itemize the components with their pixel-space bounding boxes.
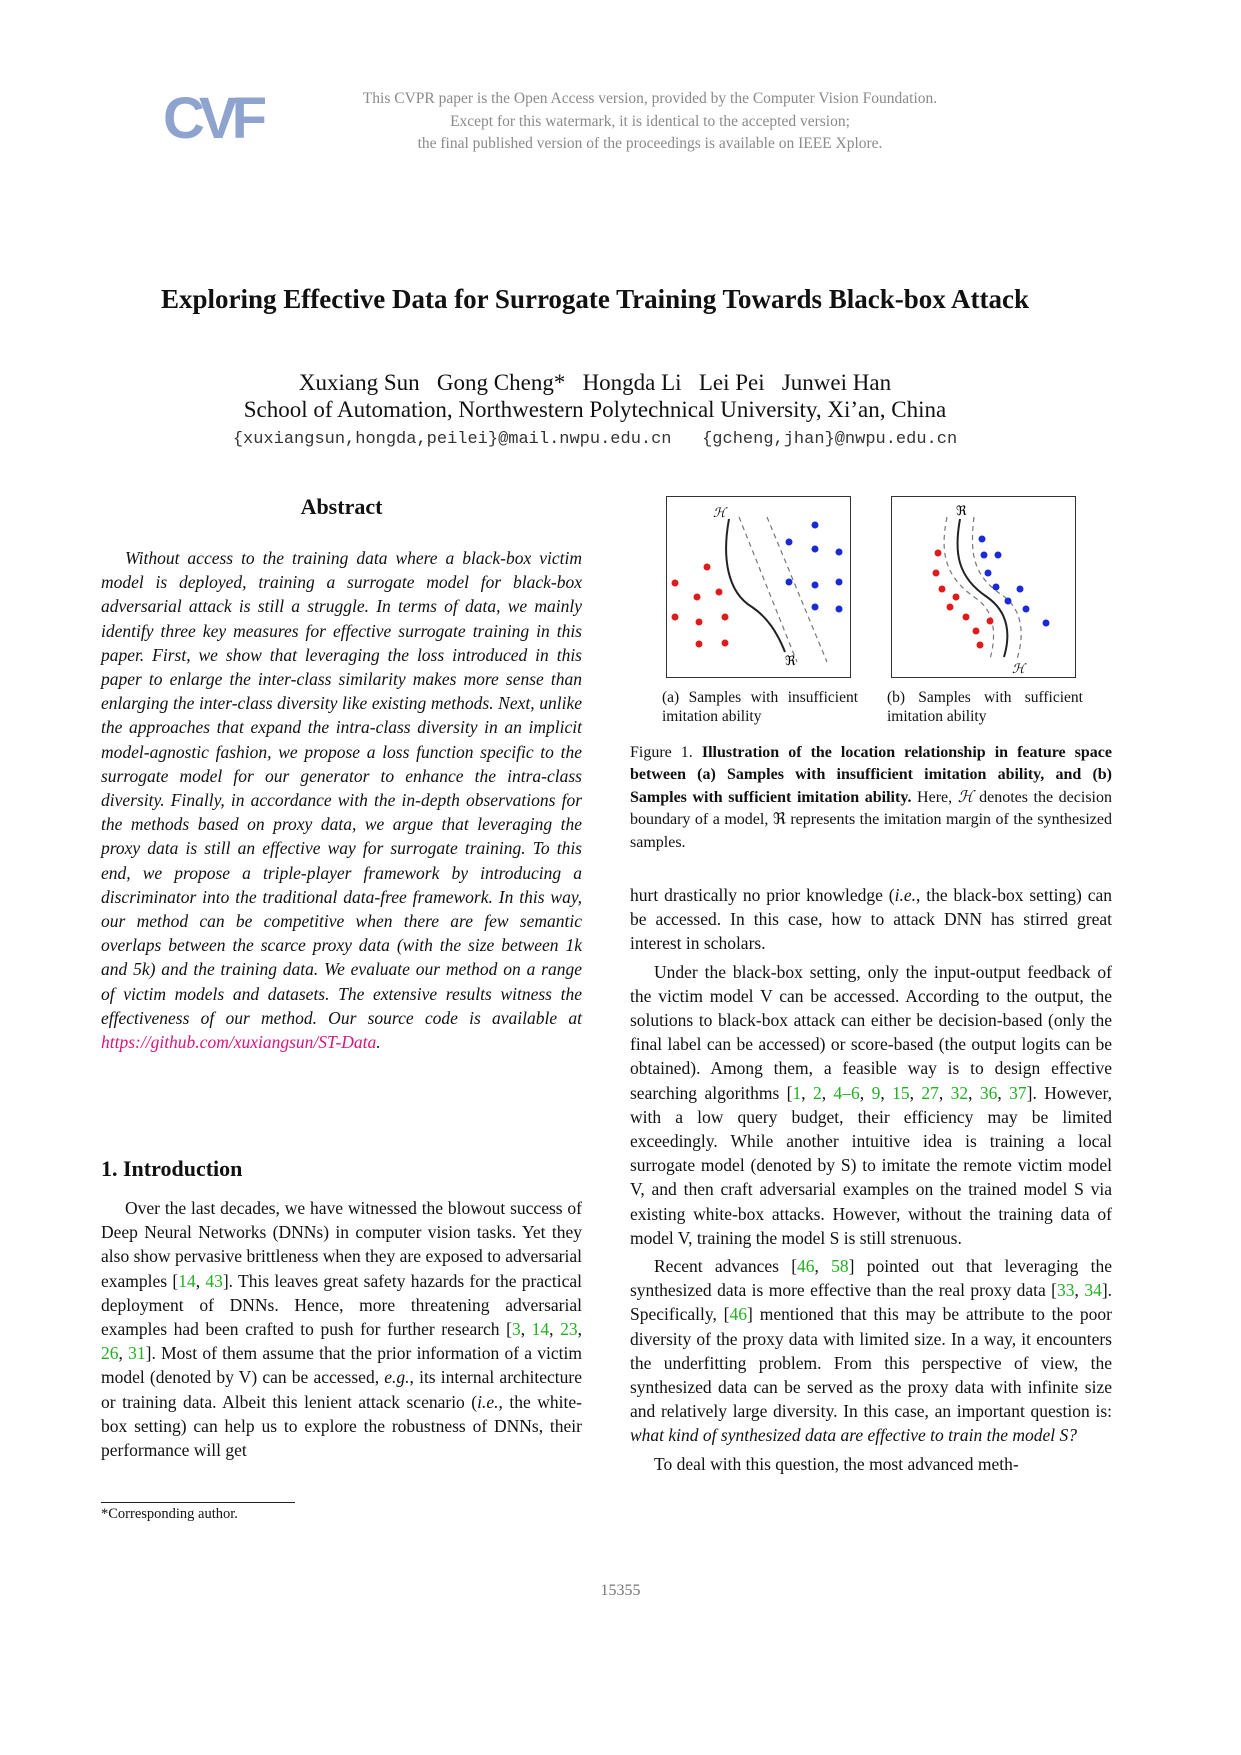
open-access-watermark bbox=[300, 88, 1000, 156]
blue-point bbox=[985, 570, 992, 577]
blue-point bbox=[993, 584, 1000, 591]
abstract-text: Without access to the training data where a black-box victim model is deployed, training a surrogate model for black-box adversarial attack is still a struggle. In terms of data, we mainly identify three key measures for effective surrogate training in this paper. First, we show that leveraging the loss introduced in this paper to enlarge the inter-class similarity makes more sense than enlarging the inter-class diversity like existing methods. Next, unlike the approaches that expand the intra-class diversity in an implicit model-agnostic fashion, we propose a loss function specific to the surrogate model for our generator to enhance the intra-class diversity. Finally, in accordance with the in-depth observations for the methods based on proxy data, we argue that leveraging the proxy data is still an effective way for surrogate training. To this end, we propose a triple-player framework by introducing a discriminator into the traditional data-free framework. In this way, our method can be competitive when there are few semantic overlaps between the scarce proxy data (with the size between 1k and 5k) and the training data. We evaluate our method on a range of victim models and datasets. The extensive results witness the effectiveness of our method. Our source code is available at bbox=[101, 548, 582, 1028]
intro-text: ]. This leaves great safety hazards for the practical deployment of DNNs. Hence, more threatening adversarial examples had been crafted to push for further research [ bbox=[101, 1270, 582, 1340]
citation-link[interactable]: 46 bbox=[729, 1304, 748, 1325]
citation-link[interactable]: 33 bbox=[1057, 1280, 1075, 1301]
body-text: ] pointed out that leveraging the synthesized data is more effective than the real proxy data [ bbox=[630, 1256, 1113, 1301]
red-point bbox=[973, 628, 980, 635]
subcaption-b: (b) Samples with sufficient imitation ability bbox=[887, 689, 1083, 725]
right-column-body: hurt drastically no prior knowledge (i.e., the black-box setting) can be accessed. In this case, how to attack DNN has stirred great interest in scholars. Under the black-box setting, only the input-output feedback of the victim model V can be accessed. According to the output, the solutions to black-box attack can either be decision-based (only the final label can be accessed) or score-based (the output logits can be obtained). Among them, a feasible way is to design effective searching algorithms [1, 2, 4–6, 9, 15, 27, 32, 36, 37]. However, with a low query budget, their efficiency may be limited exceedingly. While another intuitive idea is training a local surrogate model (denoted by S) to imitate the remote victim model V, and then craft adversarial examples on the trained model S via existing white-box attacks. However, without the training data of model V, training the model S is still strenuous. Recent advances [46, 58] pointed out that leveraging the synthesized data is more effective than the real proxy data [33, 34]. Specifically, [46] mentioned that this may be attribute to the poor diversity of the proxy data with limited size. In a way, it encounters the underfitting problem. From this perspective of view, the synthesized data can be served as the proxy data with infinite size and relatively large diversity. In this case, an important question is: what kind of synthesized data are effective to train the model S? To deal with this question, the most advanced meth- bbox=[630, 885, 1113, 1474]
red-point bbox=[977, 642, 984, 649]
red-point bbox=[722, 640, 729, 647]
boundary-label-h: ℋ bbox=[713, 506, 726, 521]
intro-text: , the white-box setting) can help us to explore the robustness of DNNs, their performance will get bbox=[101, 1391, 582, 1461]
body-text: ] mentioned that this may be attribute to the poor diversity of the proxy data with limited size. In a way, it encounters the underfitting problem. From this perspective of view, the synthesized data can be served as the proxy data with infinite size and relatively large diversity. In this case, an important question is: bbox=[630, 1304, 1112, 1422]
margin-label-r: ℜ bbox=[956, 504, 967, 519]
watermark-line: Except for this watermark, it is identical to the accepted version; bbox=[450, 112, 850, 130]
body-text: ]. However, with a low query budget, their efficiency may be limited exceedingly. While another intuitive idea is training a local surrogate model (denoted by S) to imitate the remote victim model V, and then craft adversarial examples on the trained model S via existing white-box attacks. However, without the training data of model V, training the model S is still strenuous. bbox=[630, 1082, 1113, 1248]
citation-sep: , bbox=[195, 1270, 206, 1291]
body-ie: i.e. bbox=[894, 885, 916, 905]
blue-point bbox=[836, 549, 843, 556]
red-point bbox=[716, 589, 723, 596]
blue-point bbox=[995, 552, 1002, 559]
blue-point bbox=[1023, 606, 1030, 613]
figure-caption-text: Here, bbox=[911, 788, 958, 806]
margin-boundary-dashed bbox=[944, 517, 993, 659]
citation-link[interactable]: 46 bbox=[797, 1256, 815, 1277]
citation-link[interactable]: 32 bbox=[950, 1082, 969, 1103]
subcaption-a: (a) Samples with insufficient imitation ability bbox=[662, 689, 858, 725]
red-point bbox=[953, 594, 960, 601]
figure-panel-a bbox=[666, 496, 851, 678]
citation-link[interactable]: 23 bbox=[560, 1319, 578, 1340]
red-point bbox=[672, 614, 679, 621]
figure-caption bbox=[630, 742, 1112, 854]
red-points bbox=[933, 550, 994, 649]
intro-text: , its internal architecture or training data. Albeit this lenient attack scenario ( bbox=[101, 1367, 583, 1412]
blue-points bbox=[786, 522, 843, 613]
author-list: Xuxiang Sun Gong Cheng* Hongda Li Lei Pei Junwei Han bbox=[298, 370, 892, 395]
citation-link[interactable]: 58 bbox=[831, 1256, 849, 1277]
citation-link[interactable]: 1 bbox=[792, 1082, 802, 1103]
figure-caption-h-symbol: ℋ bbox=[957, 788, 974, 806]
figure-caption-r-symbol: ℜ bbox=[772, 811, 786, 829]
blue-point bbox=[1017, 586, 1024, 593]
red-point bbox=[947, 604, 954, 611]
abstract-body bbox=[101, 546, 582, 1054]
abstract-end: . bbox=[376, 1032, 381, 1053]
blue-point bbox=[786, 539, 793, 546]
blue-point bbox=[1005, 598, 1012, 605]
red-point bbox=[704, 564, 711, 571]
body-text: hurt drastically no prior knowledge ( bbox=[630, 885, 895, 905]
blue-point bbox=[1043, 620, 1050, 627]
citation-link[interactable]: 14 bbox=[531, 1319, 550, 1340]
margin-label-r: ℜ bbox=[785, 654, 796, 669]
red-point bbox=[696, 619, 703, 626]
body-text: Under the black-box setting, only the input-output feedback of the victim model V can be accessed. According to the output, the solutions to black-box attack can either be decision-based (only the final label can be accessed) or score-based (the output logits can be obtained). Among them, a feasible way is to design effective searching algorithms [ bbox=[630, 961, 1112, 1103]
red-point bbox=[933, 570, 940, 577]
body-question: what kind of synthesized data are effective to train the model S? bbox=[630, 1425, 1077, 1446]
boundary-label-h: ℋ bbox=[1012, 662, 1025, 677]
citation-link[interactable]: 37 bbox=[1009, 1082, 1027, 1103]
intro-text: Over the last decades, we have witnessed the blowout success of Deep Neural Networks (DNNs) in computer vision tasks. Yet they also show pervasive brittleness when they are exposed to adversarial examples [ bbox=[101, 1198, 582, 1291]
figure-caption-text: denotes the decision boundary of a model, bbox=[630, 788, 1112, 829]
figure-panel-b bbox=[891, 496, 1076, 678]
watermark-line: the final published version of the proceedings is available on IEEE Xplore. bbox=[417, 135, 883, 152]
watermark-line: This CVPR paper is the Open Access version, provided by the Computer Vision Foundation. bbox=[362, 90, 938, 107]
body-text: ]. Specifically, [ bbox=[630, 1280, 1113, 1325]
figure-caption-text: represents the imitation margin of the synthesized samples. bbox=[630, 811, 1112, 851]
red-point bbox=[672, 580, 679, 587]
introduction-paragraph: Over the last decades, we have witnessed the blowout success of Deep Neural Networks (DNNs) in computer vision tasks. Yet they also show pervasive brittleness when they are exposed to adversarial examples [14, 43]. This leaves great safety hazards for the practical deployment of DNNs. Hence, more threatening adversarial examples had been crafted to push for further research [3, 14, 23, 26, 31]. Most of them assume that the prior information of a victim model (denoted by V) can be accessed, e.g., its internal architecture or training data. Albeit this lenient attack scenario (i.e., the white-box setting) can help us to explore the robustness of DNNs, their performance will get bbox=[101, 1198, 583, 1461]
blue-point bbox=[812, 522, 819, 529]
citation-link[interactable]: 15 bbox=[892, 1082, 910, 1103]
author-emails: {xuxiangsun,hongda,peilei}@mail.nwpu.edu.cn {gcheng,jhan}@nwpu.edu.cn bbox=[232, 430, 958, 449]
body-text: , the black-box setting) can be accessed. In this case, how to attack DNN has stirred great interest in scholars. bbox=[630, 885, 1112, 954]
red-point bbox=[935, 550, 942, 557]
body-text: Recent advances [ bbox=[654, 1256, 798, 1277]
footnote-rule bbox=[101, 1502, 295, 1503]
citation-link[interactable]: 43 bbox=[205, 1270, 223, 1291]
blue-point bbox=[812, 582, 819, 589]
citation-link[interactable]: 14 bbox=[178, 1270, 196, 1291]
blue-point bbox=[786, 579, 793, 586]
source-code-link[interactable]: https://github.com/xuxiangsun/ST-Data bbox=[101, 1032, 377, 1053]
red-point bbox=[694, 594, 701, 601]
citation-link[interactable]: 36 bbox=[979, 1082, 998, 1103]
blue-point bbox=[981, 552, 988, 559]
red-points bbox=[672, 564, 729, 648]
blue-point bbox=[812, 604, 819, 611]
intro-eg: e.g. bbox=[384, 1367, 410, 1388]
red-point bbox=[963, 614, 970, 621]
margin-boundary-dashed bbox=[767, 517, 827, 662]
citation-link[interactable]: 2 bbox=[813, 1082, 822, 1103]
decision-boundary-curve bbox=[726, 519, 785, 652]
page-number: 15355 bbox=[600, 1582, 641, 1599]
cvf-logo bbox=[163, 86, 261, 151]
citation-link[interactable]: 26 bbox=[101, 1343, 119, 1364]
figure-caption-bold: Illustration of the location relationship in feature space between (a) Samples with insufficient imitation ability, and (b) Samples with sufficient imitation ability. bbox=[630, 744, 1112, 806]
citation-link[interactable]: 27 bbox=[921, 1082, 939, 1103]
citation-link[interactable]: 3 bbox=[511, 1319, 521, 1340]
body-text: To deal with this question, the most advanced meth- bbox=[654, 1453, 1019, 1474]
citation-link[interactable]: 31 bbox=[128, 1343, 146, 1364]
citation-link[interactable]: 34 bbox=[1084, 1280, 1102, 1301]
footnote: *Corresponding author. bbox=[101, 1506, 238, 1522]
cvf-logo-text: CVF bbox=[163, 86, 261, 151]
paper-title: Exploring Effective Data for Surrogate Training Towards Black-box Attack bbox=[160, 284, 1030, 314]
citation-link[interactable]: 4–6 bbox=[833, 1082, 860, 1103]
red-point bbox=[722, 614, 729, 621]
intro-ie: i.e. bbox=[477, 1391, 499, 1412]
intro-text: ]. Most of them assume that the prior information of a victim model (denoted by V) can be accessed, bbox=[101, 1343, 583, 1388]
affiliation: School of Automation, Northwestern Polytechnical University, Xi’an, China bbox=[243, 397, 947, 422]
blue-point bbox=[812, 546, 819, 553]
section-heading-introduction: 1. Introduction bbox=[101, 1156, 243, 1181]
blue-point bbox=[836, 606, 843, 613]
red-point bbox=[939, 586, 946, 593]
figure-label: Figure 1. bbox=[630, 744, 693, 761]
blue-point bbox=[979, 536, 986, 543]
abstract-heading: Abstract bbox=[300, 494, 383, 519]
blue-point bbox=[836, 579, 843, 586]
red-point bbox=[987, 618, 994, 625]
red-point bbox=[696, 641, 703, 648]
citation-link[interactable]: 9 bbox=[871, 1082, 881, 1103]
